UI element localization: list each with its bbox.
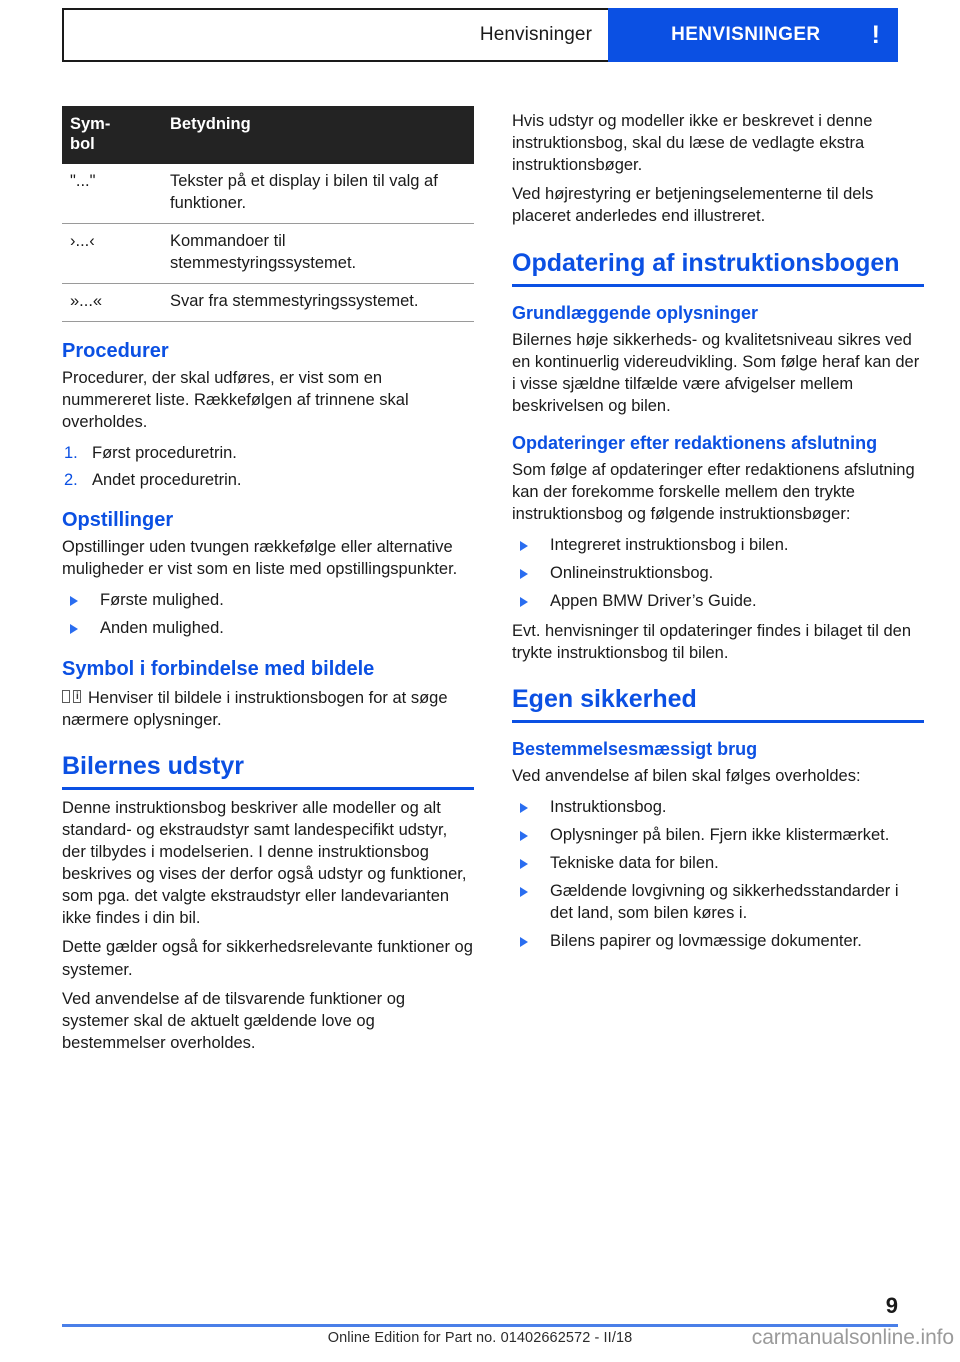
bullet-text: Tekniske data for bilen. bbox=[550, 854, 719, 873]
bullet-text: Integreret instruktionsbog i bilen. bbox=[550, 536, 789, 555]
heading-symbol-bildele: Symbol i forbindelse med bildele bbox=[62, 657, 375, 680]
paragraph-symbol-bildele bbox=[62, 687, 474, 731]
bullet-text: Gældende lovgivning og sikkerhedsstandarder i det land, som bilen køres i. bbox=[550, 882, 899, 923]
triangle-bullet-icon bbox=[520, 937, 528, 947]
list-item bbox=[62, 442, 474, 464]
watermark: carmanualsonline.info bbox=[751, 1326, 954, 1349]
breadcrumb-box bbox=[62, 8, 608, 62]
triangle-bullet-icon bbox=[520, 597, 528, 607]
heading-opdatering: Opdatering af instruktionsbogen bbox=[512, 248, 924, 287]
heading-bestemmelsesmaessigt: Bestemmelsesmæssigt brug bbox=[512, 738, 758, 759]
list-item bbox=[512, 880, 924, 924]
symbol-table bbox=[62, 106, 474, 322]
chapter-tab bbox=[608, 8, 898, 62]
procedure-step-list bbox=[62, 442, 474, 491]
step-number: 2. bbox=[64, 471, 78, 490]
bullet-text: Instruktionsbog. bbox=[550, 797, 667, 816]
triangle-bullet-icon bbox=[520, 541, 528, 551]
step-text: Andet proceduretrin. bbox=[92, 471, 242, 490]
edition-text: Online Edition for Part no. 01402662572 - II/18 bbox=[327, 1330, 633, 1346]
triangle-bullet-icon bbox=[520, 831, 528, 841]
step-text: Først proceduretrin. bbox=[92, 443, 237, 462]
page-number: 9 bbox=[885, 1293, 898, 1318]
redaktion-bullet-list bbox=[512, 534, 924, 612]
paragraph-bilernes-udstyr-2: Dette gælder også for sikkerhedsrelevante funktioner og systemer. bbox=[62, 938, 473, 979]
bullet-text: Anden mulighed. bbox=[100, 619, 224, 638]
paragraph-procedurer: Procedurer, der skal udføres, er vist som en nummereret liste. Rækkefølgen af trinnene skal overholdes. bbox=[62, 368, 409, 431]
exclamation-icon: ! bbox=[871, 20, 880, 49]
symbol-cell: ›...‹ bbox=[62, 223, 162, 283]
step-number: 1. bbox=[64, 443, 78, 462]
triangle-bullet-icon bbox=[520, 859, 528, 869]
book-left-page bbox=[62, 690, 70, 703]
table-row bbox=[62, 283, 474, 321]
meaning-cell: Kommandoer til stemmestyringssystemet. bbox=[162, 223, 474, 283]
table-row bbox=[62, 164, 474, 223]
triangle-bullet-icon bbox=[520, 803, 528, 813]
heading-grundlaeggende: Grundlæggende oplysninger bbox=[512, 302, 759, 323]
triangle-bullet-icon bbox=[70, 624, 78, 634]
list-item bbox=[512, 534, 924, 556]
chapter-tab-label: HENVISNINGER bbox=[671, 24, 821, 45]
paragraph-intro-1: Hvis udstyr og modeller ikke er beskrevet i denne instruktionsbog, skal du læse de vedlagte ekstra instruktionsbøger. bbox=[512, 112, 873, 175]
symbol-cell: "..." bbox=[62, 164, 162, 223]
opstillinger-bullet-list bbox=[62, 589, 474, 639]
table-row bbox=[62, 223, 474, 283]
table-header-row bbox=[62, 106, 474, 164]
paragraph-opstillinger: Opstillinger uden tvungen rækkefølge eller alternative muligheder er vist som en liste med opstillingspunkter. bbox=[62, 538, 458, 579]
open-book-info-icon bbox=[62, 690, 81, 705]
triangle-bullet-icon bbox=[520, 887, 528, 897]
page-header bbox=[62, 8, 898, 62]
bullet-text: Oplysninger på bilen. Fjern ikke klistermærket. bbox=[550, 825, 890, 844]
paragraph-bilernes-udstyr-3: Ved anvendelse af de tilsvarende funktioner og systemer skal de aktuelt gældende love og bestemmelser overholdes. bbox=[62, 989, 406, 1052]
meaning-cell: Tekster på et display i bilen til valg af funktioner. bbox=[162, 164, 474, 223]
heading-bilernes-udstyr: Bilernes udstyr bbox=[62, 751, 474, 790]
heading-egen-sikkerhed: Egen sikkerhed bbox=[512, 684, 924, 723]
heading-redaktion: Opdateringer efter redaktionens afslutning bbox=[512, 432, 878, 453]
bullet-text: Appen BMW Driver’s Guide. bbox=[550, 592, 757, 611]
paragraph-grundlaeggende: Bilernes høje sikkerheds- og kvalitetsniveau sikres ved en kontinuerlig videreudvikling. Som følge heraf kan der i visse sjældne tilfælde være afvigelser mellem beskrivelsen og bilen. bbox=[512, 330, 920, 415]
list-item bbox=[512, 824, 924, 846]
bestemmelsesmaessigt-bullet-list bbox=[512, 796, 924, 953]
paragraph-bilernes-udstyr-1: Denne instruktionsbog beskriver alle modeller og alt standard- og ekstraudstyr samt landespecifikt udstyr, der tilbydes i modelserien. I denne instruktionsbog beskrives og vises der derfor også udstyr og funktioner, som pga. det valgte ekstraudstyr eller landevarianten ikke findes i din bil. bbox=[62, 798, 467, 928]
list-item bbox=[62, 617, 474, 639]
bullet-text: Bilens papirer og lovmæssige dokumenter. bbox=[550, 932, 862, 951]
symbol-cell: »...« bbox=[62, 283, 162, 321]
paragraph-bestemmelsesmaessigt: Ved anvendelse af bilen skal følges overholdes: bbox=[512, 766, 861, 785]
list-item bbox=[512, 562, 924, 584]
list-item bbox=[512, 796, 924, 818]
list-item bbox=[512, 852, 924, 874]
triangle-bullet-icon bbox=[70, 596, 78, 606]
column-header-meaning: Betydning bbox=[162, 106, 474, 164]
list-item bbox=[62, 589, 474, 611]
column-header-symbol: Sym- bol bbox=[62, 106, 162, 164]
bullet-text: Første mulighed. bbox=[100, 591, 224, 610]
paragraph-redaktion: Som følge af opdateringer efter redaktionens afslutning kan der forekomme forskelle mellem den trykte instruktionsbog og følgende instruktionsbøger: bbox=[512, 460, 915, 524]
heading-opstillinger: Opstillinger bbox=[62, 509, 174, 532]
meaning-cell: Svar fra stemmestyringssystemet. bbox=[162, 283, 474, 321]
breadcrumb: Henvisninger bbox=[479, 24, 592, 45]
left-column bbox=[62, 106, 474, 1054]
heading-procedurer: Procedurer bbox=[62, 339, 169, 362]
list-item bbox=[62, 469, 474, 491]
paragraph-intro-2: Ved højrestyring er betjeningselementerne til dels placeret anderledes end illustreret. bbox=[512, 185, 874, 226]
right-column bbox=[512, 106, 924, 958]
list-item bbox=[512, 590, 924, 612]
list-item bbox=[512, 930, 924, 952]
paragraph-redaktion-closing: Evt. henvisninger til opdateringer findes i bilaget til den trykte instruktionsbog til bilen. bbox=[512, 621, 911, 662]
info-letter: i bbox=[76, 691, 79, 703]
bullet-text: Onlineinstruktionsbog. bbox=[550, 564, 714, 583]
symbol-bildele-text: Henviser til bildele i instruktionsbogen for at søge nærmere oplysninger. bbox=[62, 688, 448, 729]
triangle-bullet-icon bbox=[520, 569, 528, 579]
